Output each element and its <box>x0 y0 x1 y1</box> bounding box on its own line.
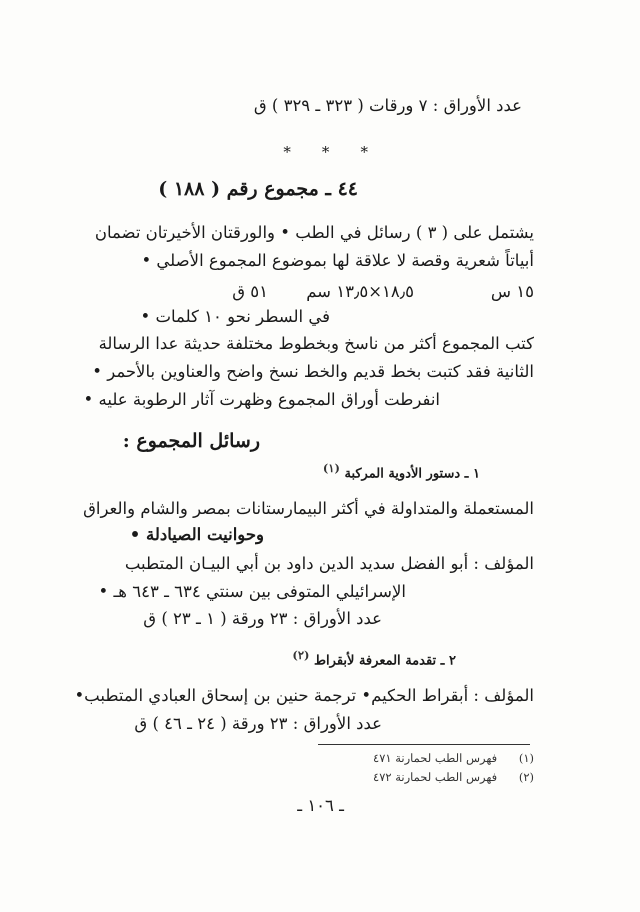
spec-lines: ١٥ س <box>490 282 534 301</box>
separator-star: * <box>360 143 368 161</box>
footnote-mark: (١) <box>518 751 534 765</box>
item1-author-line: الإسرائيلي المتوفى بين سنتي ٦٣٤ ـ ٦٤٣ هـ • <box>98 582 406 601</box>
footnote <box>373 752 534 766</box>
item1-title: ١ ـ دستور الأدوية المركبة (١) <box>322 461 480 482</box>
section-separator <box>257 142 368 161</box>
footnote-text: فهرس الطب لحمارنة ٤٧٢ <box>373 770 498 784</box>
spec-size: ١٨٫٥×١٣٫٥ سم <box>306 282 414 301</box>
item2-leaves: عدد الأوراق : ٢٣ ورقة ( ٢٤ ـ ٤٦ ) ق <box>134 714 382 733</box>
contents-heading: رسائل المجموع : <box>122 430 260 452</box>
script-description-line: الثانية فقد كتبت بخط قديم والخط نسخ واضح والعناوين بالأحمر • <box>92 362 534 381</box>
item1-leaves: عدد الأوراق : ٢٣ ورقة ( ١ ـ ٢٣ ) ق <box>143 609 382 628</box>
footnote-text: فهرس الطب لحمارنة ٤٧١ <box>373 751 498 765</box>
condition-line: انفرطت أوراق المجموع وظهرت آثار الرطوبة عليه • <box>83 390 440 409</box>
item1-description-line: وحوانيت الصيادلة • <box>129 525 264 544</box>
script-description-line: كتب المجموع أكثر من ناسخ وبخطوط مختلفة حديثة عدا الرسالة <box>98 334 534 353</box>
footnote-mark: (١) <box>322 461 340 475</box>
item1-description-line: المستعملة والمتداولة في أكثر البيمارستانات بمصر والشام والعراق <box>83 499 534 518</box>
footnote-divider <box>318 744 530 745</box>
footnote <box>373 771 534 785</box>
item1-author-line: المؤلف : أبو الفضل سديد الدين داود بن أبي البيـان المتطبب <box>124 554 534 573</box>
separator-star: * <box>283 143 291 161</box>
page-number: ـ ١٠٦ ـ <box>297 796 344 815</box>
collection-description-line: أبياتاً شعرية وقصة لا علاقة لها بموضوع المجموع الأصلي • <box>141 251 534 270</box>
collection-heading: ٤٤ ـ مجموع رقم ( ١٨٨ ) <box>158 178 358 200</box>
collection-description-line: يشتمل على ( ٣ ) رسائل في الطب • والورقتان الأخيرتان تضمان <box>94 223 534 242</box>
footnote-mark: (٢) <box>518 770 534 784</box>
item2-title: ٢ ـ تقدمة المعرفة لأبقراط (٢) <box>292 648 456 669</box>
footnote-mark: (٢) <box>292 648 310 662</box>
leaf-count-line: عدد الأوراق : ٧ ورقات ( ٣٢٣ ـ ٣٢٩ ) ق <box>253 96 522 115</box>
item2-author: المؤلف : أبقراط الحكيم• ترجمة حنين بن إسحاق العبادي المتطبب• <box>74 686 534 705</box>
spec-leaves: ٥١ ق <box>232 282 268 301</box>
words-per-line: في السطر نحو ١٠ كلمات • <box>140 307 330 326</box>
separator-star: * <box>321 143 330 161</box>
